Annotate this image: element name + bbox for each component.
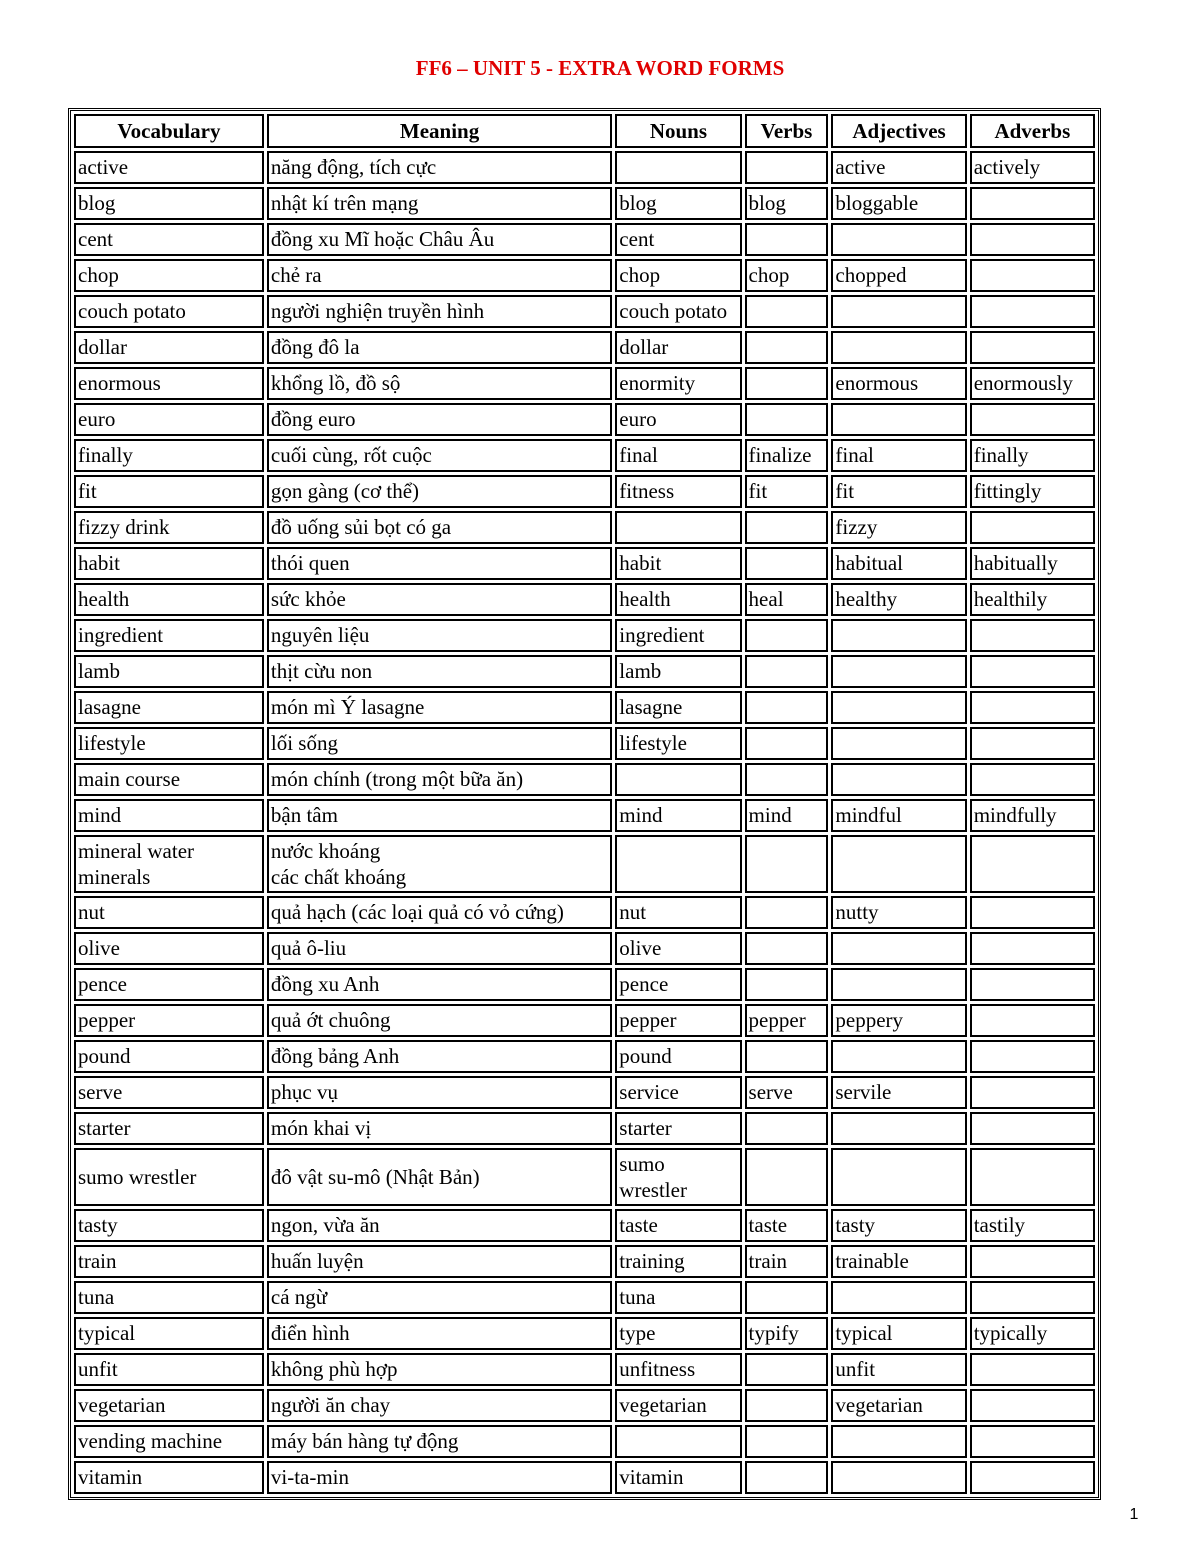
- adverb-cell: [970, 763, 1095, 796]
- meaning-cell: máy bán hàng tự động: [267, 1425, 612, 1458]
- meaning-cell: bận tâm: [267, 799, 612, 832]
- table-row: [74, 511, 1095, 544]
- adjective-cell: trainable: [831, 1245, 966, 1278]
- adverb-cell: enormously: [970, 367, 1095, 400]
- vocab-cell: couch potato: [74, 295, 264, 328]
- vocab-cell: enormous: [74, 367, 264, 400]
- adjective-cell: [831, 295, 966, 328]
- table-row: [74, 367, 1095, 400]
- table-row: [74, 151, 1095, 184]
- adverb-cell: [970, 968, 1095, 1001]
- adjective-cell: tasty: [831, 1209, 966, 1242]
- table-row: [74, 1389, 1095, 1422]
- table-row: [74, 259, 1095, 292]
- adverb-cell: [970, 223, 1095, 256]
- noun-cell: [615, 511, 741, 544]
- adverb-cell: [970, 1076, 1095, 1109]
- adverb-cell: [970, 1245, 1095, 1278]
- verb-cell: [745, 691, 829, 724]
- meaning-cell: chẻ ra: [267, 259, 612, 292]
- verb-cell: [745, 727, 829, 760]
- noun-cell: habit: [615, 547, 741, 580]
- table-row: [74, 1245, 1095, 1278]
- meaning-cell: vi-ta-min: [267, 1461, 612, 1494]
- table-row: [74, 1461, 1095, 1494]
- noun-cell: health: [615, 583, 741, 616]
- table-row: [74, 1353, 1095, 1386]
- table-row: [74, 403, 1095, 436]
- table-row: [74, 932, 1095, 965]
- adverb-cell: actively: [970, 151, 1095, 184]
- noun-cell: final: [615, 439, 741, 472]
- header-adjectives: Adjectives: [831, 114, 966, 148]
- adverb-cell: [970, 1353, 1095, 1386]
- meaning-cell: đồng bảng Anh: [267, 1040, 612, 1073]
- meaning-cell: sức khỏe: [267, 583, 612, 616]
- meaning-cell: phục vụ: [267, 1076, 612, 1109]
- meaning-cell: khổng lồ, đồ sộ: [267, 367, 612, 400]
- adjective-cell: vegetarian: [831, 1389, 966, 1422]
- noun-cell: euro: [615, 403, 741, 436]
- word-forms-table: [68, 108, 1101, 1500]
- adverb-cell: [970, 403, 1095, 436]
- vocab-cell: finally: [74, 439, 264, 472]
- page-title: FF6 – UNIT 5 - EXTRA WORD FORMS: [415, 56, 785, 80]
- noun-cell: ingredient: [615, 619, 741, 652]
- verb-cell: [745, 932, 829, 965]
- noun-cell: enormity: [615, 367, 741, 400]
- adjective-cell: enormous: [831, 367, 966, 400]
- verb-cell: [745, 547, 829, 580]
- adjective-cell: [831, 1425, 966, 1458]
- adjective-cell: servile: [831, 1076, 966, 1109]
- adjective-cell: [831, 223, 966, 256]
- noun-cell: blog: [615, 187, 741, 220]
- adverb-cell: [970, 1112, 1095, 1145]
- meaning-cell: quả ô-liu: [267, 932, 612, 965]
- meaning-cell: đồng đô la: [267, 331, 612, 364]
- adverb-cell: [970, 187, 1095, 220]
- verb-cell: [745, 896, 829, 929]
- adverb-cell: [970, 727, 1095, 760]
- vocab-cell: cent: [74, 223, 264, 256]
- noun-cell: service: [615, 1076, 741, 1109]
- vocab-cell: chop: [74, 259, 264, 292]
- adjective-cell: [831, 1112, 966, 1145]
- meaning-cell: thịt cừu non: [267, 655, 612, 688]
- noun-cell: [615, 763, 741, 796]
- noun-cell: lamb: [615, 655, 741, 688]
- adjective-cell: [831, 968, 966, 1001]
- meaning-cell: lối sống: [267, 727, 612, 760]
- verb-cell: serve: [745, 1076, 829, 1109]
- adjective-cell: active: [831, 151, 966, 184]
- table-row: [74, 295, 1095, 328]
- adjective-cell: chopped: [831, 259, 966, 292]
- adjective-cell: [831, 331, 966, 364]
- verb-cell: [745, 331, 829, 364]
- meaning-cell: không phù hợp: [267, 1353, 612, 1386]
- adjective-cell: fizzy: [831, 511, 966, 544]
- adverb-cell: healthily: [970, 583, 1095, 616]
- meaning-cell: đồ uống sủi bọt có ga: [267, 511, 612, 544]
- meaning-cell: đồng xu Mĩ hoặc Châu Âu: [267, 223, 612, 256]
- adverb-cell: [970, 1281, 1095, 1314]
- verb-cell: heal: [745, 583, 829, 616]
- table-row: [74, 1148, 1095, 1206]
- vocab-cell: vitamin: [74, 1461, 264, 1494]
- verb-cell: [745, 1353, 829, 1386]
- verb-cell: [745, 835, 829, 893]
- vocab-cell: pound: [74, 1040, 264, 1073]
- table-row: [74, 1425, 1095, 1458]
- adverb-cell: [970, 511, 1095, 544]
- table-row: [74, 547, 1095, 580]
- table-row: [74, 1112, 1095, 1145]
- verb-cell: pepper: [745, 1004, 829, 1037]
- vocab-cell: active: [74, 151, 264, 184]
- header-verbs: Verbs: [745, 114, 829, 148]
- noun-cell: pepper: [615, 1004, 741, 1037]
- table-row: [74, 968, 1095, 1001]
- vocab-cell: habit: [74, 547, 264, 580]
- table-row: [74, 896, 1095, 929]
- noun-cell: [615, 151, 741, 184]
- adverb-cell: [970, 932, 1095, 965]
- meaning-cell: món chính (trong một bữa ăn): [267, 763, 612, 796]
- table-row: [74, 583, 1095, 616]
- table-header-row: [74, 114, 1095, 148]
- noun-cell: vegetarian: [615, 1389, 741, 1422]
- verb-cell: [745, 655, 829, 688]
- meaning-cell: quả hạch (các loại quả có vỏ cứng): [267, 896, 612, 929]
- noun-cell: unfitness: [615, 1353, 741, 1386]
- vocab-cell: ingredient: [74, 619, 264, 652]
- vocab-cell: fizzy drink: [74, 511, 264, 544]
- meaning-cell: gọn gàng (cơ thể): [267, 475, 612, 508]
- adjective-cell: fit: [831, 475, 966, 508]
- verb-cell: [745, 295, 829, 328]
- header-nouns: Nouns: [615, 114, 741, 148]
- table-row: [74, 331, 1095, 364]
- table-row: [74, 655, 1095, 688]
- verb-cell: [745, 763, 829, 796]
- meaning-cell: nhật kí trên mạng: [267, 187, 612, 220]
- adverb-cell: [970, 896, 1095, 929]
- noun-cell: [615, 1425, 741, 1458]
- vocab-cell: euro: [74, 403, 264, 436]
- noun-cell: tuna: [615, 1281, 741, 1314]
- table-row: [74, 727, 1095, 760]
- adverb-cell: [970, 619, 1095, 652]
- table-row: [74, 1281, 1095, 1314]
- header-adverbs: Adverbs: [970, 114, 1095, 148]
- verb-cell: taste: [745, 1209, 829, 1242]
- adjective-cell: final: [831, 439, 966, 472]
- adjective-cell: [831, 1148, 966, 1206]
- meaning-cell: cá ngừ: [267, 1281, 612, 1314]
- meaning-cell: đồng xu Anh: [267, 968, 612, 1001]
- verb-cell: [745, 1112, 829, 1145]
- verb-cell: [745, 1040, 829, 1073]
- vocab-cell: main course: [74, 763, 264, 796]
- adjective-cell: [831, 1281, 966, 1314]
- vocab-cell: fit: [74, 475, 264, 508]
- noun-cell: type: [615, 1317, 741, 1350]
- meaning-cell: đồng euro: [267, 403, 612, 436]
- meaning-cell: điển hình: [267, 1317, 612, 1350]
- vocab-cell: health: [74, 583, 264, 616]
- vocab-cell: lasagne: [74, 691, 264, 724]
- verb-cell: [745, 1425, 829, 1458]
- table-row: [74, 187, 1095, 220]
- noun-cell: dollar: [615, 331, 741, 364]
- adverb-cell: [970, 655, 1095, 688]
- adverb-cell: [970, 691, 1095, 724]
- verb-cell: train: [745, 1245, 829, 1278]
- adverb-cell: tastily: [970, 1209, 1095, 1242]
- adverb-cell: [970, 331, 1095, 364]
- table-row: [74, 1004, 1095, 1037]
- adjective-cell: [831, 655, 966, 688]
- meaning-cell: huấn luyện: [267, 1245, 612, 1278]
- noun-cell: lifestyle: [615, 727, 741, 760]
- adjective-cell: [831, 835, 966, 893]
- noun-cell: lasagne: [615, 691, 741, 724]
- noun-cell: [615, 835, 741, 893]
- noun-cell: cent: [615, 223, 741, 256]
- vocab-cell: dollar: [74, 331, 264, 364]
- adverb-cell: [970, 259, 1095, 292]
- noun-cell: training: [615, 1245, 741, 1278]
- verb-cell: [745, 403, 829, 436]
- verb-cell: [745, 223, 829, 256]
- vocab-cell: train: [74, 1245, 264, 1278]
- noun-cell: olive: [615, 932, 741, 965]
- meaning-cell: món khai vị: [267, 1112, 612, 1145]
- vocab-cell: unfit: [74, 1353, 264, 1386]
- table-row: [74, 1209, 1095, 1242]
- vocab-cell: nut: [74, 896, 264, 929]
- verb-cell: mind: [745, 799, 829, 832]
- meaning-cell: cuối cùng, rốt cuộc: [267, 439, 612, 472]
- verb-cell: [745, 511, 829, 544]
- vocab-cell: tasty: [74, 1209, 264, 1242]
- adverb-cell: [970, 1425, 1095, 1458]
- adverb-cell: [970, 1004, 1095, 1037]
- vocab-cell: starter: [74, 1112, 264, 1145]
- table-row: [74, 1076, 1095, 1109]
- header-vocabulary: Vocabulary: [74, 114, 264, 148]
- adverb-cell: mindfully: [970, 799, 1095, 832]
- meaning-cell: nguyên liệu: [267, 619, 612, 652]
- adverb-cell: [970, 295, 1095, 328]
- adjective-cell: [831, 1461, 966, 1494]
- table-row: [74, 619, 1095, 652]
- adverb-cell: [970, 1040, 1095, 1073]
- table-row: [74, 835, 1095, 893]
- header-meaning: Meaning: [267, 114, 612, 148]
- meaning-cell: năng động, tích cực: [267, 151, 612, 184]
- meaning-cell: quả ớt chuông: [267, 1004, 612, 1037]
- adverb-cell: [970, 1389, 1095, 1422]
- vocab-cell: lamb: [74, 655, 264, 688]
- table-row: [74, 1317, 1095, 1350]
- vocab-cell: vegetarian: [74, 1389, 264, 1422]
- verb-cell: [745, 151, 829, 184]
- verb-cell: [745, 1461, 829, 1494]
- adjective-cell: nutty: [831, 896, 966, 929]
- adjective-cell: habitual: [831, 547, 966, 580]
- page-number: 1: [1129, 1506, 1139, 1523]
- noun-cell: starter: [615, 1112, 741, 1145]
- table-row: [74, 763, 1095, 796]
- noun-cell: nut: [615, 896, 741, 929]
- noun-cell: mind: [615, 799, 741, 832]
- adjective-cell: typical: [831, 1317, 966, 1350]
- meaning-cell: nước khoáng các chất khoáng: [267, 835, 612, 893]
- noun-cell: pence: [615, 968, 741, 1001]
- adjective-cell: unfit: [831, 1353, 966, 1386]
- adjective-cell: mindful: [831, 799, 966, 832]
- table-body: [74, 151, 1095, 1494]
- verb-cell: [745, 367, 829, 400]
- meaning-cell: người nghiện truyền hình: [267, 295, 612, 328]
- adjective-cell: [831, 619, 966, 652]
- adjective-cell: [831, 763, 966, 796]
- meaning-cell: món mì Ý lasagne: [267, 691, 612, 724]
- table-row: [74, 799, 1095, 832]
- adjective-cell: peppery: [831, 1004, 966, 1037]
- meaning-cell: người ăn chay: [267, 1389, 612, 1422]
- vocab-cell: sumo wrestler: [74, 1148, 264, 1206]
- table-row: [74, 439, 1095, 472]
- verb-cell: [745, 1281, 829, 1314]
- verb-cell: finalize: [745, 439, 829, 472]
- vocab-cell: vending machine: [74, 1425, 264, 1458]
- table-row: [74, 475, 1095, 508]
- noun-cell: fitness: [615, 475, 741, 508]
- verb-cell: blog: [745, 187, 829, 220]
- adverb-cell: typically: [970, 1317, 1095, 1350]
- vocab-cell: pence: [74, 968, 264, 1001]
- meaning-cell: thói quen: [267, 547, 612, 580]
- adjective-cell: [831, 727, 966, 760]
- noun-cell: pound: [615, 1040, 741, 1073]
- vocab-cell: mineral water minerals: [74, 835, 264, 893]
- vocab-cell: serve: [74, 1076, 264, 1109]
- vocab-cell: lifestyle: [74, 727, 264, 760]
- adverb-cell: [970, 835, 1095, 893]
- adjective-cell: healthy: [831, 583, 966, 616]
- adverb-cell: habitually: [970, 547, 1095, 580]
- vocab-cell: blog: [74, 187, 264, 220]
- adjective-cell: [831, 932, 966, 965]
- meaning-cell: đô vật su-mô (Nhật Bản): [267, 1148, 612, 1206]
- vocab-cell: typical: [74, 1317, 264, 1350]
- adverb-cell: fittingly: [970, 475, 1095, 508]
- vocab-cell: olive: [74, 932, 264, 965]
- verb-cell: [745, 968, 829, 1001]
- verb-cell: chop: [745, 259, 829, 292]
- adverb-cell: finally: [970, 439, 1095, 472]
- verb-cell: fit: [745, 475, 829, 508]
- verb-cell: [745, 1148, 829, 1206]
- adjective-cell: [831, 403, 966, 436]
- adverb-cell: [970, 1148, 1095, 1206]
- table-row: [74, 223, 1095, 256]
- adjective-cell: [831, 1040, 966, 1073]
- noun-cell: sumo wrestler: [615, 1148, 741, 1206]
- noun-cell: vitamin: [615, 1461, 741, 1494]
- verb-cell: [745, 1389, 829, 1422]
- adverb-cell: [970, 1461, 1095, 1494]
- vocab-cell: tuna: [74, 1281, 264, 1314]
- table-row: [74, 1040, 1095, 1073]
- adjective-cell: bloggable: [831, 187, 966, 220]
- adjective-cell: [831, 691, 966, 724]
- vocab-cell: mind: [74, 799, 264, 832]
- verb-cell: typify: [745, 1317, 829, 1350]
- table-row: [74, 691, 1095, 724]
- noun-cell: chop: [615, 259, 741, 292]
- noun-cell: couch potato: [615, 295, 741, 328]
- verb-cell: [745, 619, 829, 652]
- noun-cell: taste: [615, 1209, 741, 1242]
- vocab-cell: pepper: [74, 1004, 264, 1037]
- meaning-cell: ngon, vừa ăn: [267, 1209, 612, 1242]
